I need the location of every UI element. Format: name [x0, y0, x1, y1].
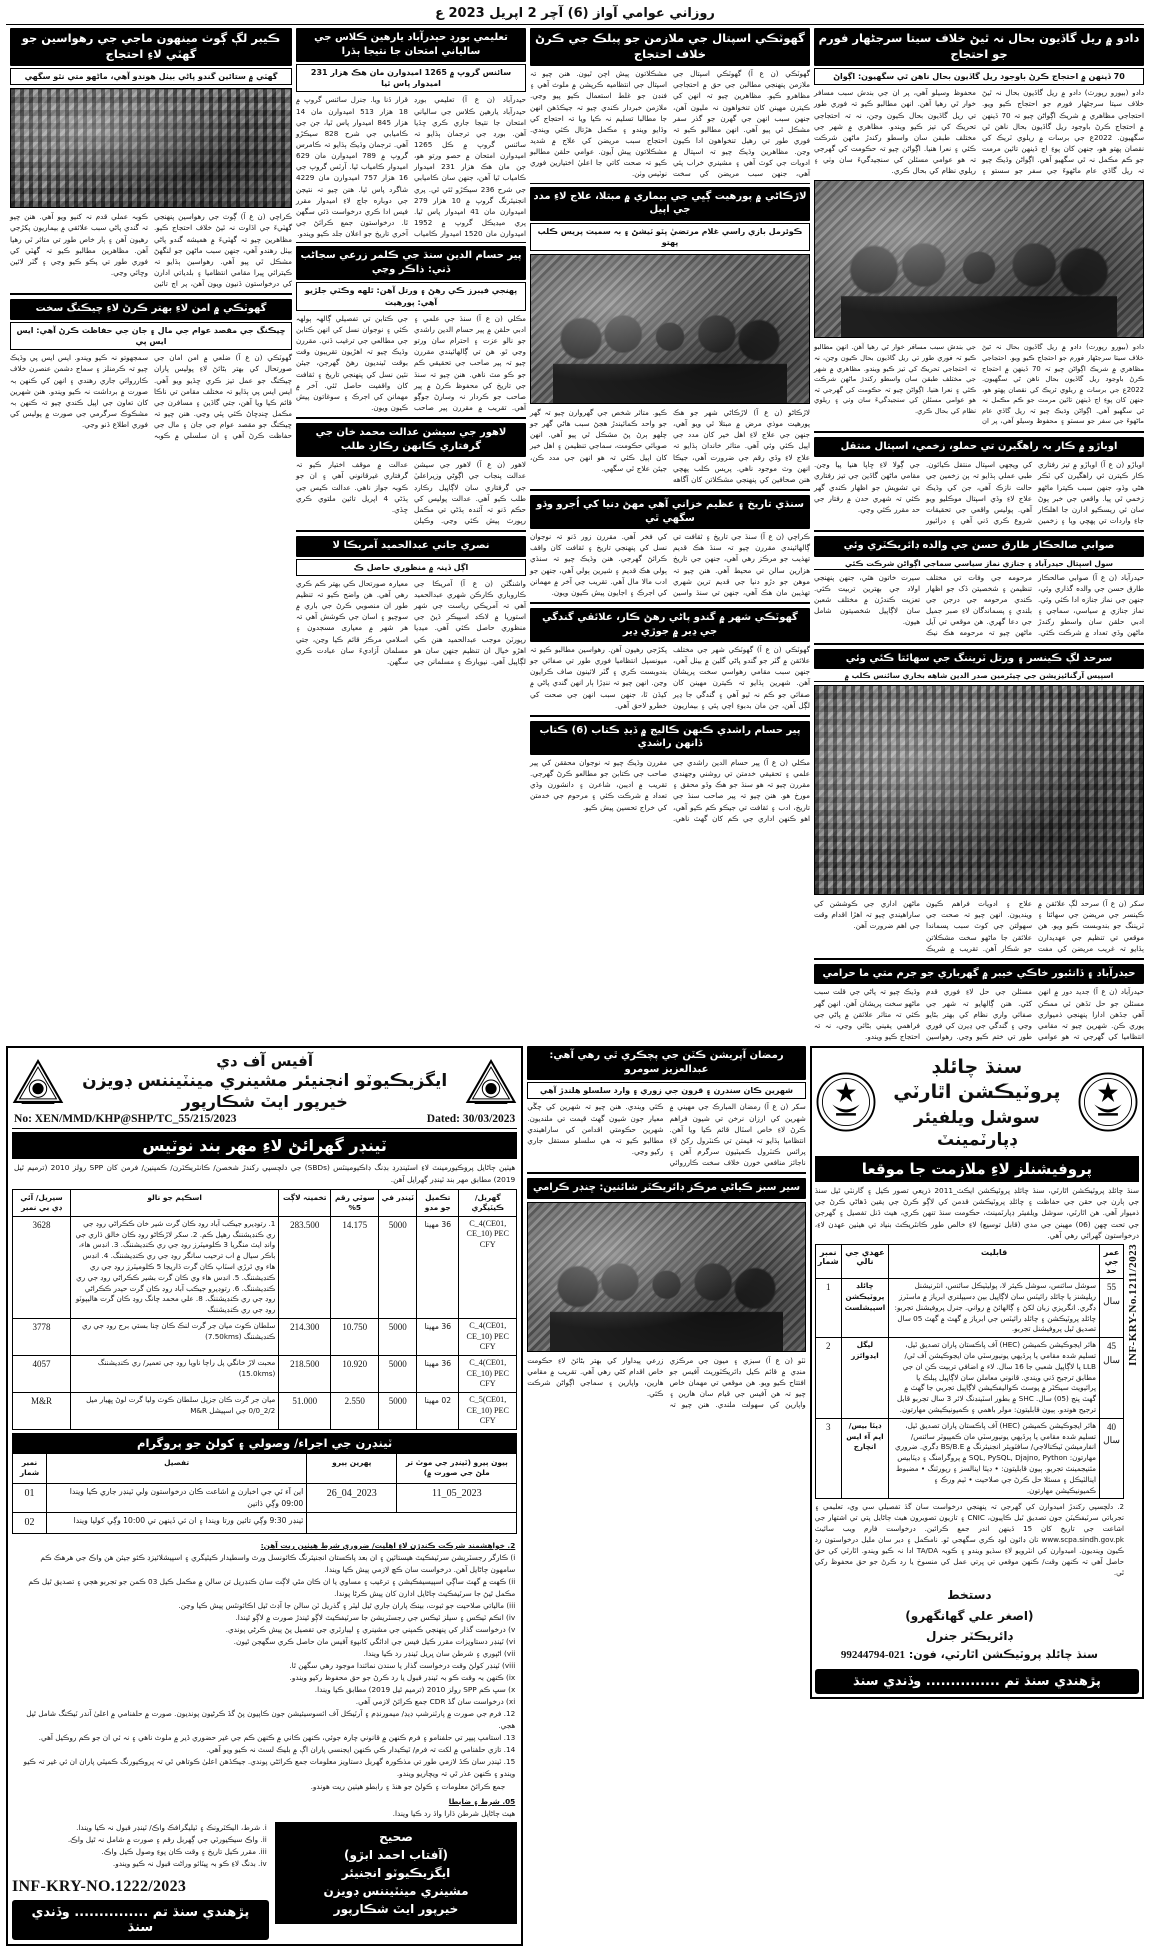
cell-number: 01	[13, 1483, 47, 1512]
cell-dates-empty	[307, 1512, 517, 1533]
cell-category: C_4(CE01, CE_10) PEC CFY	[459, 1216, 517, 1318]
story-body: مڪلي (ن ع آ) سنڌ جي علمي ۽ ادبي حلقن ۾ پير حسام الدين راشدي جو نالو عزت ۽ احترام سان ورتو وڃي ٿو. هن تي ڳالهائيندي مقررن چيو تہ پير صاحب جي تحقيقي ڪم جو ڪو مٽ ناهي. هنن چيو تہ سنڌ جي تاريخ کي محفوظ ڪرڻ ۾ پير صاحب جو ڪردار نہ وسارڻ جوڳو آهي. تقريب ۾ مقررن پير صاحب جي ڪتابن تي تفصيلي ڳالهہ ٻولهہ ڪئي ۽ نوجوان نسل کي انهن ڪتابن جي مطالعي جي ترغيب ڏني. مقررن وڌيڪ چيو تہ اهڙيون تقريبون وقت بوقت ٿينديون رهڻ گهرجن، جيئن نئين نسل کي پنهنجي تاريخ ۽ ثقافت کان واقفيت حاصل ٿئي. آخر ۾ مهمانن کي اجرڪ ۽ سوغاتون پيش ڪيون ويون.	[296, 313, 526, 413]
story-body: لاهور (ن ع آ) لاهور جي سيشن عدالت پنجاب جي اڳوڻي وزيراعليٰ جي گرفتاري سان لاڳاپيل رڪارڊ طلب ڪيو آهي. عدالت پوليس کي حڪم ڏنو تہ آئندہ ٻڌڻي تي مڪمل رپورٽ پيش ڪئي وڃي. وڪيلن عدالت ۾ موقف اختيار ڪيو تہ گرفتاري غيرقانوني آهي ۽ ان جو ڪوبہ جواز ناهي. عدالت ڪيس جي ٻڌڻي 4 اپريل تائين ملتوي ڪري ڇڏي.	[296, 460, 526, 525]
conditions-lead: هيٺ ڄاڻايل شرطن ڌارا واڌ رد ڪيا ويندا.	[392, 1808, 516, 1818]
story-ghotki-sewage	[530, 608, 810, 711]
tender-schedule-table	[12, 1453, 517, 1534]
subheadline: پهنجي فيبرز ڪي رهڻ ۽ ورتل آهن: ٿلهه وڪٽي جلڙيو آهي: پورهيت	[296, 282, 526, 310]
column-middle	[530, 28, 810, 824]
headline: دادو ۾ ريل گاڏيون بحال نہ ٿيڻ خلاف سيتا سرجڻهار فورم جو احتجاج	[814, 28, 1144, 66]
tender-notice-banner: ٽينڊر گهرائڻ لاءِ مهر بند نوٽيس	[12, 1132, 517, 1159]
headline: گهوٽڪي شهر ۾ گندو پاڻي رهڻ ڪار، علائقي گندگي جي ڍير ۾ جوڙي ڍير	[530, 608, 810, 642]
subheadline: سائنس گروپ ۾ 1265 اميدوارن مان هڪ هزار 231 اميدوار پاس ٿيا	[296, 64, 526, 92]
story-sabz-markaz	[527, 1178, 806, 1199]
term-item: iv) انڪم ٽيڪس ۽ سيلز ٽيڪس جي رجسٽريشن جا سرٽيفڪيٽ لاڳو ٿيندڙ صورت ۾ لاڳو ٿيندا.	[235, 1613, 516, 1623]
th-first-date: پهرين ٻيرو	[307, 1453, 397, 1483]
cell-qualification: سوشل سائنس، سوشل ڪيئر لا، پوليٽيڪل سائنس، انٽرنيشنل ريليشنز يا چائلڊ رائيٽس سان لاڳاپيل بين ڊسيپلنري ابرياز ۾ ماسٽرز ڊگري. انگريزي زبان لکڻ ۽ ڳالهائڻ ۾ رواني. جنرل پروفيشنل تجربو: چائلڊ پروٽيڪشن ۽ چائلڊ رائيٽس جي ابرياز ۾ گهٽ ۾ گهٽ 05 سال تصديق ٿيل پروفيشنل تجربو.	[889, 1279, 1100, 1338]
irrigation-department-triangle-icon-2	[12, 1059, 64, 1105]
conditions-heading: 05. شرط ۽ ضابطا	[448, 1796, 516, 1806]
table-header-row	[815, 1245, 1123, 1279]
job-ad-promo-banner: پڙهندي سنڌ تم ............... وڏندي سنڌ	[815, 1669, 1139, 1694]
cell-age: 45 سال	[1100, 1338, 1124, 1419]
cell-detail: اين آء ٽي جي اخبارن ۾ اشاعت ڪان درخواستون ولي ٽينڊر جاري ڪيا ويندا 09:00 وڳي ڌاتين	[47, 1483, 307, 1512]
tender-signature-block	[275, 1822, 518, 1924]
term-item: 13. استامپ پيپر تي حلفنامو ۽ فرم ڪنهن ۾ قانوني چارہ جوئي، ڪنهن ڪاني ۾ ڪنهن ڪم جي غير حضوري ڏير ۾ ملوث ناهي ۽ نہ ئي ان جو ڪم روڪيل آهي.	[38, 1733, 516, 1743]
term-item: 15. ٽينڊر سان ڪڏ لازمي طور تي مذڪورہ گهربل دستاويز معلومات جمع ڪرائڻي پوندي. جيڪڏهن اعلىٰ ڪوتاهي ٿي تہ پروڪيورنگ ڪميٽي پاران ان ئي غير تہ ڪيو ويندو ۽ ڪنهن عذر ٿي تہ ويچاريو ويندو.	[23, 1757, 516, 1779]
term-item: vii) اڻپوري ۽ شرطن سان ڀريل ٽينڊر رد ڪيا ويندا.	[363, 1649, 516, 1659]
table-row	[815, 1418, 1123, 1499]
story-sarhad-cancer	[814, 649, 1144, 683]
condition-item: iii. مقرر ڪيل تاريخ ۽ وقت ڪان پوءِ وصول ڪيل واڪ.	[101, 1846, 267, 1856]
bullet-note: جمع ڪرائڻ معلومات ۽ ڪولڻ جو هنڌ ۽ رابطو هيٺين ريت هوندو.	[310, 1781, 506, 1791]
cell-first-date: 26_04_2023	[307, 1483, 397, 1512]
job-ad-inf-number: INF-KRY-No.1211/2023	[1127, 1244, 1139, 1367]
cell-estimate: 214.300	[279, 1318, 331, 1355]
story-body: لاڙڪاڻو (ن ع آ) لاڙڪاڻي شهر جو هڪ پورهيت موذي مرض ۾ مبتلا ٿي ويو آهي، جنهن جي علاج لاءِ اهل خير کان مدد جي اپيل ڪئي وئي آهي. متاثر خاندان ٻڌايو تہ علاج لاءِ وڏي رقم جي ضرورت آهي، جيڪا انهن وٽ موجود ناهي. پريس ڪلب پهچي هنن صحافين کي پنهنجي مشڪلاتن کان آگاهه ڪيو. متاثر شخص جي گهروارن چيو تہ گهر جو واحد ڪمائيندڙ هجڻ سبب هاڻي گهر جو چلهو ٻرڻ پڻ مشڪل ٿي پيو آهي. انهن صوبائي حڪومت، سماجي تنظيمن ۽ اهل خير کان اپيل ڪئي تہ هو انهن جي مدد ڪن، جيئن علاج ٿي سگهي.	[529, 407, 810, 484]
subheadline: اڳل ڏينہ ۾ منظوري حاصل ڪ	[296, 559, 526, 576]
signature-division: مشينري مينٽيننس ڊويزن	[323, 1883, 469, 1898]
masthead: روزاني عوامي آواز (6) آچر 2 اپريل 2023 ع	[6, 4, 1144, 25]
byline: اسپيس آرگنائيزيشن جي چيئرمين صدر الدين شاهه بخاري سائنس ڪلب ۾	[814, 671, 1144, 682]
story-body: حيدرآباد (ن ع آ) تعليمي بورڊ حيدرآباد يارهين ڪلاس جي سالياني امتحان جا نتيجا جاري ڪري ڇڏيا آهن. بورڊ جي ترجمان ٻڌايو تہ سائنس گروپ ۾ ڪل 1265 اميدوارن امتحان ۾ حصو ورتو هو، جن مان هڪ هزار 231 اميدوار ڪامياب ٿيا آهن، جنهن سان ڪاميابي جي شرح 236 سيڪڙو ٿئي ٿي. پري انجنيئرنگ گروپ ۾ 10 هزار 279 اميدوارن مان 41 اميدوار پاس ٿيا. پري ميڊيڪل گروپ ۾ 1952 اميدوارن مان 1520 اميدوار ڪامياب قرار ڏنا ويا. جنرل سائنس گروپ ۾ 18 هزار 513 اميدوارن مان 14 هزار 845 اميدوار پاس ٿيا، جن جي ڪاميابي جي شرح 828 سيڪڙو آهي. ترجمان وڌيڪ ٻڌايو تہ ڪامرس گروپ ۾ 789 اميدوارن مان 629 اميدوار ڪامياب ٿيا. آرٽس گروپ جي 16 هزار 757 اميدوارن مان 4229 شاگرد پاس ٿيا. هنن چيو تہ نتيجن جي دوباره جاچ لاءِ اميدوار مقرر فيس ادا ڪري درخواست ڏئي سگهن ٿا. درخواستون جمع ڪرائڻ جي آخري تاريخ جو اعلان جلد ڪيو ويندو.	[296, 95, 527, 239]
headline: تعليمي بورڊ حيدرآباد يارهين ڪلاس جي سالياني امتحان جا نتيجا ٻڌرا	[296, 28, 526, 62]
job-advertisement	[810, 1046, 1144, 1699]
signature-name: (اصغر علي گهانگهرو)	[905, 1608, 1034, 1623]
term-item: ix) ڪنهن بہ وقت ڪو بہ ٽينڊر قبول يا رد ڪرڻ جو حق محفوظ رکيو ويندو.	[289, 1673, 516, 1683]
subheadline: 70 ڏينهن ۾ احتجاج ڪرڻ باوجود ريل گاڏيون بحال ناهن ٿي سگهيون: اڳواڻ	[814, 68, 1144, 85]
top-zone	[6, 28, 1144, 1042]
goth-protest-photo	[10, 88, 292, 208]
headline: پير حسام الدين سنڌ جي ڪلمر زرعي سجاڻب ڏني: ذاڪر وڃي	[296, 246, 526, 280]
tender-ad-header	[12, 1052, 517, 1112]
th-duration: تڪميل جو مدو	[417, 1189, 459, 1216]
th-security: سوٽي رقم 5%	[331, 1189, 379, 1216]
table-row	[13, 1512, 517, 1533]
lower-zone	[6, 1046, 1144, 1946]
story-body: گهوٽڪي (ن ع آ) گهوٽڪي اسپتال جي ملازمن پنهنجي مطالبن جي حق ۾ احتجاجي مظاهرو ڪيو. مظاهرين چيو تہ انهن کي ڪيترن مهينن کان تنخواهون نہ مليون آهن، جنهن سبب انهن جي گهرن جو گذر سفر مشڪل ٿي پيو آهي. انهن مطالبو ڪيو تہ فوري طور تي رهيل تنخواهون ادا ڪيون وڃن. مظاهرين وڌيڪ چيو تہ اسپتال ۾ ادويات جي کوٽ آهي ۽ مشينري خراب پئي آهي، جنهن سبب مريضن کي سخت مشڪلاتون پيش اچن ٿيون. هنن چيو تہ اسپتال جي انتظاميه ڪرپشن ۾ ملوث آهي ۽ فنڊن جو غلط استعمال ڪيو پيو وڃي. ملازمن خبردار ڪندي چيو تہ جيڪڏهن انهن جا مطالبا تسليم نہ ڪيا ويا تہ احتجاج کي وڌايو ويندو ۽ مڪمل هڙتال ڪئي ويندي. احتجاج سبب مريضن کي علاج ۾ شديد مشڪلاتون پيش آيون. عوامي حلقن مطالبو ڪيو تہ صحت کاتي جا اعليٰ اختيارين فوري نوٽيس وٺن.	[530, 69, 810, 179]
tender-ad-title	[70, 1052, 459, 1112]
subheadline: ڪوئرمل بازي راسي غلام مرتضيٰ پٽو ٽيشڻ ۽ بہ سميت پريس ڪلب پهتو	[530, 223, 810, 251]
cell-security: 10.920	[331, 1355, 379, 1392]
story-kabir-goth	[10, 28, 292, 85]
th-fee: ٽينڊر في	[379, 1189, 417, 1216]
story-body: واشنگٽن (ن ع آ) آمريڪا جي ڪاروباري ڪارڪن شهري عبدالحميد آهي تہ آمريڪي رياست جي شهر استوريا ۾ لاڪڊ اسپيڪر ڏيڻ جي منظوري حاصل ڪئي آهي. ميڊيا رپورٽن موجب عبدالحميد هنن ڪي اهڙو خيال ان تنظيم جنهن سان هو لڳاپيل آهي. نيويارڪ ۽ مسلمانن جي معيارہ صورتحال ڪي بهتر ڪم ڪري رهي آهي. هن واضح ڪيو تہ تنظيم طور ان منصوبي ڪرڻ جي باري ۾ سوچيو ۽ اسان جي ڪوشش آهي تہ هر شهر ۾ معيارى مسجدون ۽ اسلامي مرڪز قائم ڪيا وڃن، جتي مسلمان آزاديءَ سان عبادت ڪري سگهن.	[296, 578, 526, 666]
terms-heading: 2. خواهشمند شرڪت ڪندڙن لاءِ اهليت/ ضروري شرط هيٺين ريت آهن:	[260, 1540, 516, 1550]
cell-scheme: ميان جر گرت ڪان جزيل سلطان ڪوٽ وليا گرت لوڻ ڀهيار ميل 2/2_0/0 جي اسپيشل M&R	[71, 1392, 279, 1429]
job-ad-title-line1: سنڌ چائلڊ پروٽيڪشن اٿارٽي	[893, 1056, 1061, 1103]
story-body: سکر (ن ع آ) رمضان المبارڪ جي مهيني ۾ شهرين کي ارزان نرخن تي شيون فراهم ڪرڻ لاءِ خاص اسٽال قائم ڪيا ويا آهن. انتظاميا ٻڌايو تہ قيمتن تي ڪنٽرول رکڻ لاءِ پرائس ڪنٽرول ڪميٽيون سرگرم آهن ۽ ناجائز منافعي خورن خلاف سخت ڪارروائي ڪئي ويندي. هنن چيو تہ شهرين کي چڱي معيار جون شيون گهٽ قيمت تي ملنديون. شهرين حڪومتي اقدامن کي ساراهيندي مطالبو ڪيو تہ هي سلسلو مستقل جاري رکيو وڃي.	[527, 1102, 806, 1168]
tender-note: هيٺين ڄاڻايل پروڪيورمينٽ لاءِ اسٽينڊرڊ بڊنگ ڊاڪيومينٽس (SBDs) جي دلچسپي رکندڙ شخصن/ ڪانٽريڪٽرن/ ڪمپنين/ فرمن کان SPP رولز 2010 (ترميم ٿيل 2019) مطابق مهر بند ٽينڊر گهرايل آهن.	[14, 1163, 516, 1184]
cell-security: 14.175	[331, 1216, 379, 1318]
term-item: viii) ٽينڊر کولڻ وقت درخواست گذار يا سندن نمائندا موجود رهي سگهن ٿا.	[289, 1661, 516, 1671]
condition-item: ii. واڪ سيڪيورٽي جي ڳهربل رقم ۽ صورت ۾ شامل نہ ٿيل واڪ.	[67, 1834, 267, 1844]
term-item: ii) ڪهت ۾ گهٽ ساڳي اسپيسيفڪيشن ۽ ترغيب ۽ مساوي يا ان ڪان مٿي لاڳت سان ڪنڊريل تن سالن ۾ مڪمل ڪيل 03 ڪمن جو تجربو هجي ۽ تصديق ٿيل ڪم مڪمل ٿيڻ جا سرٽيفڪيٽ ڄاڻايل ادارن کان پيش ڪرڻا پوندا.	[28, 1576, 516, 1599]
tender-title-line3: خيرپور ايٽ شڪارپور	[181, 1092, 348, 1112]
cell-security: 10.750	[331, 1318, 379, 1355]
column-right-news	[296, 28, 526, 667]
cell-serial: 2	[815, 1338, 841, 1419]
story-body: ڪراچي (ن ع آ) سنڌ جي تاريخ ۽ ثقافت تي ڳالهائيندي مقررن چيو تہ سنڌ هڪ قديم تهذيب جو مرڪز رهي آهي، جنهن جي تاريخ هزارين سالن تي محيط آهي. هنن چيو تہ موهن جو دڙو دنيا جي قديم ترين شهري تهذيبن مان هڪ آهي، جنهن تي سنڌ واسين کي فخر آهي. مقررن زور ڏنو تہ نوجوان نسل کي پنهنجي تاريخ ۽ ثقافت کان واقف ڪرائڻ گهرجي. هنن وڌيڪ چيو تہ سنڌي ٻولي هڪ قديم ۽ شيرين ٻولي آهي، جنهن جو ادب مالا مال آهي. تقريب جي آخر ۾ مهمانن کي اجرڪ ۽ اجايون پيش ڪيون ويون.	[530, 532, 810, 597]
cell-post: چائلڊ پروٽيڪشن اسپيشلسٽ	[841, 1279, 889, 1338]
cell-estimate: 218.500	[279, 1355, 331, 1392]
term-item: x) سڀ ڪم SPP رولز 2010 (ترميم ٿيل 2019) مطابق ڪيا ويندا.	[314, 1685, 516, 1695]
cell-fee: 5000	[379, 1392, 417, 1429]
story-abdulhameed-usa	[296, 536, 526, 667]
cell-fee: 5000	[379, 1318, 417, 1355]
job-ad-intro: سنڌ چائلڊ پروٽيڪشن اٿارٽي، سنڌ چائلڊ پروٽيڪشن ايڪٽ_2011 ذريعي تصور ڪيل ۽ گارنٽي ٿيل سنڌ جي ٻارن جي حقن جي حفاظت ۽ چائلڊ پروٽيڪشن قدمن کي لاڳو ڪرڻ جي يقين ڏهاڻي ڪرڻ جي ذميوار آهي. هن اٿارٽي، سوشل ويلفيئر ڊپارٽمينٽ، حڪومت سنڌ تنهن ڪري، هيٺ ڏنل تفصيل ۽ گهرجن جي تحت ڇهن (06) مهينن جي مدي (قابل توسيع) لاءِ خالص طور ڪانٽريڪٽ بنياد تي هيٺين عهدن لاءِ، درخواستون گهرائي رهي آهي.	[814, 1185, 1140, 1240]
signature-name: (آفتاب احمد ابڙو)	[343, 1847, 449, 1862]
cell-id: 3778	[13, 1318, 71, 1355]
column-middle-lower	[527, 1046, 806, 1410]
th-serial: نمبر شمار	[815, 1245, 841, 1279]
story-pir-hisam-college	[530, 721, 810, 824]
column-left	[814, 28, 1144, 1042]
job-ad-subtitle: پروفيشنلز لاءِ ملازمت جا موقعا	[815, 1156, 1139, 1182]
tender-title-line1: آفيس آف دي	[216, 1052, 314, 1071]
story-lahore-court	[296, 423, 526, 526]
cell-scheme: 1. رتوڊيرو جيڪب آباد روڊ ڪان گرت شير خان ڪڪراڻي روڊ جي ري ڪنڊيشننگ رهيل ڪم. 2. سکر لاڙڪاڻو روڊ ڪان خالق ڌاري جي وانڊ ايٽ منگريا 3 ڪلوميٽرز روڊ جي ري ڪنڊيشننگ. 3. انڊس هاء، باڪر سيال ۾ اب ترحيب سانگر روڊ جي ري ڪنڊيشننگ. 4. انڊس هاء وي ٿرڙي اسٽاپ ڪان گرت ڏاريجا 5 ڪلوميٽرز روڊ جي ري ڪنڊيشننگ. 5. انڊس هاء وي ڪان گرت بشير ڪڪراڻي روڊ جي ري ڪنڊيشننگ. 6. رتوڊيرو جيڪب آباد روڊ ڪان گرت حيدر ڪڪراڻي روڊ جي ري ڪنڊيشننگ. 8. علي محمد چانگ روڊ ڪان گرت هاليپوٽو روڊ جي ري ڪنڊيشننگ	[71, 1216, 279, 1318]
table-header-row	[13, 1189, 517, 1216]
signature-phone: 021-99244794	[840, 1649, 906, 1662]
th-qualification: قابليت	[889, 1245, 1100, 1279]
story-body: ٺٽو (ن ع آ) سبزي ۽ ميون جي مرڪزي منڊي ۾ قائم ڪيل ڊائريڪٽوريٽ آفيس جو افتتاح ڪيو ويو. هن موقعي تي مهمان خاص چيو تہ هن آفيس جي قيام سان هارين ۽ واپارين کي سهولت ملندي. هنن چيو تہ زرعي پيداوار کي بهتر بڻائڻ لاءِ حڪومت خاص اقدام کڻي رهي آهي. تقريب ۾ مقامي هارين، واپارين ۽ سماجي اڳواڻن شرڪت ڪئي.	[527, 1355, 806, 1410]
cell-serial: 1	[815, 1279, 841, 1338]
subheadline: گهٽي ۾ ستائين گندو پاڻي بيٺل هوندو آهي، ماڻهو متي نٿو سگهي	[10, 68, 292, 85]
headline: حيدرآباد ۽ ڏانئبور خاڪي خيبر ۾ گهرباري جو جرم متي ما حرامي	[814, 964, 1144, 985]
cell-fee: 5000	[379, 1216, 417, 1318]
term-item: iii) مالياتي صلاحيت جو ثبوت، بينڪ پاران جاري ٿيل ليٽر ۽ گذريل ٽن سالن جا آڊٽ ٿيل اڪائونٽس پيش ڪيا وڃن.	[178, 1601, 516, 1611]
cell-number: 02	[13, 1512, 47, 1533]
signature-label: دستخط	[947, 1588, 992, 1603]
story-sindhi-history	[530, 495, 810, 598]
tender-ref-no: No: XEN/MMD/KHP@SHP/TC_55/215/2023	[14, 1113, 237, 1126]
th-detail: تفصيل	[47, 1453, 307, 1483]
signature-designation: ڊائريڪٽر جنرل	[926, 1629, 1013, 1644]
subheadline: شهرين ڪان سندرن ۽ قرون جي زوري ۽ وارد سلسلو هلندڙ آهي	[527, 1082, 806, 1099]
tender-reference-line	[12, 1112, 517, 1129]
tender-advertisement	[6, 1046, 523, 1946]
job-ad-footer-notes: 2. دلچسپي رکندڙ اميدوارن کي گهرجي تہ پنهنجي درخواست سان گڏ تفصيلي سي وي، تعليمي ۽ تجرباتي سرٽيفڪيٽن جون تصديق ٿيل ڪاپيون، CNIC ۽ تازيون تصويرون هيٺ ڄاڻايل پتي تي اشتهار جي اشاعت جي تاريخ کان 15 ڏينهن اندر جمع ڪرائين. درخواست فارم ويب سائيٽ www.scpa.sindh.gov.pk تان ڊائون لوڊ ڪري سگهجي ٿو. نامڪمل ۽ دير سان مليل درخواستون رد ڪيون وينديون. اميدوارن کي انٽرويو لاءِ سڏيو ويندو ۽ ڪوبہ TA/DA ادا نہ ڪيو ويندو. اٿارٽي کي حق حاصل آهي تہ ڪنهن وقت/ ڪنهن موقعي تي ڀرتي عمل کي منسوخ يا رد ڪرڻ جو حق محفوظ رکي ٿي.	[814, 1502, 1124, 1578]
cell-duration: 36 مهينا	[417, 1318, 459, 1355]
condition-item: i. شرط، اليڪٽرونڪ ۽ ٽيليگرافڪ واڪ/ ٽينڊر قبول نہ ڪيا ويندا.	[76, 1822, 267, 1832]
award-ceremony-photo	[527, 1202, 806, 1352]
cell-id: M&R	[13, 1392, 71, 1429]
term-item: 12. فرم جي صورت ۾ پارٽنرشپ ڊيڊ/ ميمورنڊم ۽ آرٽيڪل آف ائسوسيئيشن جون ڪاپيون پڻ گڏ ڪرڻيون پونديون. صورت ۾ حلفنامي ۾ اعلىٰ آندر ٽيڪنگ شامل ٿيل هجي.	[26, 1709, 516, 1731]
cell-qualification: هائر ايجوڪيشن ڪميشن (HEC) آف پاڪستان پاران تصديق ٿيل، تسليم شدہ مقامي يا پرڏيهي يونيورسٽي مان ڪمپيوٽر سائنس/ انفارميشن ٽيڪنالاجي/ سافٽويئر انجنيئرنگ ۾ BS/B.E ڊگري. ضروري مهارتون: SQL, PySQL, Djajno, Python ۾ پروگرامنگ ۽ ڊيٽابيس مئنيجمينٽ تجربو. ٻيون قابليتون: • ڊيٽا اينالسز ۽ رپورٽنگ • مضبوط اينالٽيڪل ۽ مسئلا حل ڪرڻ جي صلاحيت • ٽيم ورڪ ۽ ڪميونيڪيشن مهارتون.	[889, 1418, 1100, 1499]
story-larkana-patient	[530, 187, 810, 251]
cell-post: ڊيٽا بيس/ ايم آء ايس انچارج	[841, 1418, 889, 1499]
headline: اوباڙو ۾ ڪار بہ راهگيرن تي حملو، زخمي، اسپتال منتقل	[814, 437, 1144, 458]
story-body: سکر (ن ع آ) سرحد لڳ علائقن ۾ ڪينسر جي مريضن جي سهائتا ۽ ٽريننگ جو بندوبست ڪيو ويو. هن موقعي تي تنظيم جي عهديدارن ٻڌايو تہ غريب مريضن کي مفت علاج ۽ ادويات فراهم ڪيون وينديون. انهن چيو تہ صحت جي سهولتن جي کوٽ سبب پسماندا علائقن جا ماڻهو سخت مشڪلاتن جو شڪار آهن. تقريب ۾ شريڪ ماڻهن اداري جي ڪوششن کي ساراهيندي چيو تہ اهڙا اقدام وقت جي اهم ضرورت آهن.	[814, 899, 1144, 953]
cell-estimate: 51.000	[279, 1392, 331, 1429]
tender-schedule-banner: ٽينڊرن جي اجراء/ وصولي ۽ کولڻ جو پروگرام	[12, 1433, 517, 1453]
table-header-row	[13, 1453, 517, 1483]
tender-inf-number: INF-KRY-NO.1222/2023	[12, 1877, 187, 1895]
term-item: i) ڪارگر رجسٽريشن سرٽيفڪيٽ هيستائين ۽ ان بعد پاڪستان انجنيئرنگ ڪائونسل ورٿ واسطيدار ڪيٽيگري ۽ اسپيشلائيزڊ ڪئو جيئن هن واڪ جي هرهڪ ڪم سامهون ڄاڻايل آهن. درخواست سان ڪڇ لازمي پيش ڪيا ويندا.	[40, 1552, 516, 1574]
story-body: مڪلي (ن ع آ) پير حسام الدين راشدي جي علمي ۽ تحقيقي خدمتن تي روشني وجهندي مقررن چيو تہ هو سنڌ جو هڪ وڏو محقق ۽ مورخ هو. هنن چيو تہ پير صاحب سنڌ جي تاريخ، ادب ۽ ثقافت تي جيڪو ڪم ڪيو آهي، اهو ڪنهن اداري جي ڪم کان گهٽ ناهي. مقررن وڌيڪ چيو تہ نوجوان محققن کي پير صاحب جي ڪتابن جو مطالعو ڪرڻ گهرجي. تقريب ۾ اديبن، شاعرن ۽ دانشورن وڏي تعداد ۾ شرڪت ڪئي ۽ مرحوم جي خدمتن کي خراج تحسين پيش ڪيو.	[530, 757, 810, 823]
job-positions-table	[815, 1244, 1124, 1499]
table-row	[815, 1279, 1123, 1338]
story-obaro-accident	[814, 437, 1144, 526]
cell-id: 4057	[13, 1355, 71, 1392]
story-sawabi	[814, 536, 1144, 638]
sindh-govt-emblem-icon	[1077, 1071, 1139, 1133]
headline: لاهور جي سيشن عدالت محمد خان جي گرفتاري ڪانهن رڪارڊ طلب	[296, 423, 526, 457]
job-ad-title-line2: سوشل ويلفيئر ڊپارٽمينٽ	[914, 1107, 1040, 1150]
table-row	[13, 1216, 517, 1318]
story-ramzan-operation	[527, 1046, 806, 1168]
cell-category: C_4(CE01, CE_10) PEC CFY	[459, 1318, 517, 1355]
tender-ref-date: Dated: 30/03/2023	[426, 1113, 516, 1126]
headline: نصري جاني عبدالحميد آمريڪا لا	[296, 536, 526, 557]
story-body: دادو (بيورو رپورٽ) دادو ۾ ريل گاڏيون بحال نہ ٿيڻ خلاف سيتا سرجڻهار فورم جو احتجاج ڪيو ويو. احتجاجي مظاهري ۾ شريڪ اڳواڻن چيو تہ 70 ڏينهن ۾ احتجاج ڪرڻ باوجود ريل گاڏيون بحال ناهن ٿي سگهيون. 2022ع جي برسات ۾ ريلوي ٽريڪ کي نقصان پهتو هو، جنهن کان پوءِ اڄ ڏينهن تائين مرمت جو ڪم مڪمل نہ ٿي سگهيو آهي. اڳواڻن وڌيڪ چيو تہ ريل گاڏي عام ماڻهوءَ جي سفر جو سستو ۽ محفوظ وسيلو آهي، پر ان جي بندش سبب مسافر خوار ٿي رهيا آهن. انهن مطالبو ڪيو تہ فوري طور تي ريل گاڏيون بحال ڪيون وڃن، نہ تہ احتجاجي تحريڪ کي تيز ڪيو ويندو. مظاهري ۾ شهر جي مختلف طبقن سان واسطو رکندڙ ماڻهن شرڪت ڪئي ۽ نعرا هنيا. اڳواڻن چيو تہ حڪومت کي گهرجي تہ هو عوامي مسئلن کي سنجيدگيءَ سان وٺي ۽ ريلوي نظام کي بحال ڪري.	[814, 88, 1144, 176]
th-post: عهدي جي نالي	[841, 1245, 889, 1279]
photo-caption-body: دادو (بيورو رپورٽ) دادو ۾ ريل گاڏيون بحال نہ ٿيڻ خلاف سيتا سرجڻهار فورم جو احتجاج ڪيو ويو. احتجاجي مظاهري ۾ شريڪ اڳواڻن چيو تہ 70 ڏينهن ۾ احتجاج ڪرڻ باوجود ريل گاڏيون بحال ناهن ٿي سگهيون. 2022ع جي برسات ۾ ريلوي ٽريڪ کي نقصان پهتو هو، جنهن کان پوءِ اڄ ڏينهن تائين مرمت جو ڪم مڪمل نہ ٿي سگهيو آهي. اڳواڻن وڌيڪ چيو تہ ريل گاڏي عام ماڻهوءَ جي سفر جو سستو ۽ محفوظ وسيلو آهي، پر ان جي بندش سبب مسافر خوار ٿي رهيا آهن. انهن مطالبو ڪيو تہ فوري طور تي ريل گاڏيون بحال ڪيون وڃن، نہ تہ احتجاجي تحريڪ کي تيز ڪيو ويندو. مظاهري ۾ شهر جي مختلف طبقن سان واسطو رکندڙ ماڻهن شرڪت ڪئي ۽ نعرا هنيا. اڳواڻن چيو تہ حڪومت کي گهرجي تہ هو عوامي مسئلن کي سنجيدگيءَ سان وٺي ۽ ريلوي نظام کي بحال ڪري.	[814, 343, 1144, 426]
headline: سير سبز ڪياڻي مرڪز ڊائريڪٽر شائنين: ڇنڊر ڪرامي	[527, 1178, 806, 1199]
story-ghotki-checking	[10, 299, 292, 441]
cell-second-date: 11_05_2023	[397, 1483, 517, 1512]
subheadline: ڇيڪنگ جي مقصد عوام جي مال ۽ جان جي حفاظت ڪرڻ آهي: ايس ايس پي	[10, 322, 292, 350]
cell-age: 40 سال	[1100, 1418, 1124, 1499]
headline: پير حسام راشدي ڪنهن ڪاليج ۾ ڏيڍ ڪتاب (6) ڪتاب ڏانهن راشدي	[530, 721, 810, 755]
cell-post: ليگل ايڊوائزر	[841, 1338, 889, 1419]
table-row	[815, 1338, 1123, 1419]
cell-duration: 36 مهينا	[417, 1355, 459, 1392]
story-pir-hisam-sindh	[296, 246, 526, 413]
cell-scheme: سلطان ڪوٽ ميان جر گرت لنڪ ڪان چنا بستي برج روڊ جي ري ڪنڊيشننگ (7.50kms)	[71, 1318, 279, 1355]
cell-fee: 5000	[379, 1355, 417, 1392]
cell-security: 2.550	[331, 1392, 379, 1429]
th-category: گهربل/ ڪيٽيگري	[459, 1189, 517, 1216]
tender-promo-banner: پڙهندي سنڌ تم ............... وڏندي سنڌ	[12, 1900, 269, 1940]
term-item: xi) درخواست سان گڏ CDR جمع ڪرائڻ لازمي آهي.	[355, 1697, 516, 1707]
family-photo	[530, 254, 810, 404]
story-body: اوباڙو (ن ع آ) اوباڙو ۾ تيز رفتاري ڪار ڪيترن ئي راهگيرن کي ٽڪر هڻي وڌو، جنهن سبب ڪيترا ماڻهو زخمي ٿي پيا. واقعي جي خبر پوڻ سان ئي ريسڪيو ادارن جا اهلڪار جاءِ واردات تي پهچي ويا ۽ زخمين کي ويجهي اسپتال منتقل ڪيائون. طبي عملي ٻڌايو تہ ٻن زخمين جي حالت نازڪ آهي، جن کي وڌيڪ علاج لاءِ وڏي اسپتال موڪليو ويو آهي. پوليس واقعي جي تحقيقات شروع ڪري ڏني آهي ۽ ڊرائيور جي ڳولا لاءِ ڇاپا هنيا پيا وڃن. مقامي ماڻهن گاڏين جي تيز رفتاري تي تشويش جو اظهار ڪندي گهر ڪئي تہ شهري حدن ۾ رفتار جي حد مقرر ڪئي وڃي.	[814, 460, 1144, 525]
sindh-govt-emblem-icon-2	[815, 1071, 877, 1133]
headline: ڪيبر لڳ ڳوٺ مينهون ماجي جي رهواسين جو گهٽي لاءِ احتجاج	[10, 28, 292, 66]
cell-serial: 3	[815, 1418, 841, 1499]
cell-age: 55 سال	[1100, 1279, 1124, 1338]
headline: گهوٽڪي ۾ امن لاءِ بهتر ڪرڻ لاءِ چيڪنگ سخت	[10, 299, 292, 320]
story-body: گهوٽڪي (ن ع آ) گهوٽڪي شهر جي مختلف علائقن ۾ گٽر جو گندو پاڻي گلين ۾ بيٺل آهي، جنهن سبب مقامي رهواسي سخت پريشان آهن. شهرين ٻڌايو تہ ڪيترن مهينن کان صفائي جو ڪم نہ ٿيو آهي ۽ گندگي جا ڍير لڳل آهن، جن مان بدبوءِ اچي پئي ۽ بيماريون پکڙجي رهيون آهن. رهواسين مطالبو ڪيو تہ ميونسپل انتظاميا فوري طور تي صفائي جو بندوبست ڪري ۽ گٽر لائينون صاف ڪرايون وڃن. انهن چيو تہ ننڍڙا ٻار انهن گندي پاڻي ۾ کيڏن ٿا، جنهن سبب انهن جي صحت کي خطرو لاحق آهي.	[530, 645, 810, 710]
cell-category: C_4(CE01, CE_10) PEC CFY	[459, 1355, 517, 1392]
story-ghotki-hospital	[530, 28, 810, 180]
condition-item: iv. بدنگ لاءِ ڪو بہ ڀيٽائو وراڻت قبول نہ ڪيو ويندو.	[112, 1858, 267, 1868]
tender-title-line2: ايگزيڪيوٽو انجنيئر مشينري مينٽيننس ڊويزن	[82, 1070, 448, 1091]
th-estimate: تخمينہ لاڳت	[279, 1189, 331, 1216]
cell-scheme: محبت لاڙ خانگي پل راڄا ناويا روڊ جي تعمير/ ري ڪنڊيشننگ (15.0kms)	[71, 1355, 279, 1392]
cell-id: 3628	[13, 1216, 71, 1318]
table-row	[13, 1392, 517, 1429]
term-item: 14. تازي حلفنامي ۾ لکت تہ فرم/ ٽيڪيدار ڪي ڪنهن ايجنسي پاران اڳ ۾ بليڪ لسٽ نہ ڪيو ويو آهي.	[206, 1745, 516, 1755]
protest-photo	[814, 180, 1144, 338]
story-body: ڪراچي (ن ع آ) ڳوٺ جي رهواسين پنهنجي گهٽيءَ جي اڏاوت نہ ٿيڻ خلاف احتجاج ڪيو. مظاهرين چيو تہ گهٽيءَ ۾ هميشه گندو پاڻي بيٺل رهندو آهي، جنهن سبب ماڻهن جو لنگهڻ مشڪل ٿي پيو آهي. رهواسين ٻڌايو تہ ڪيترائي ڀيرا مقامي انتظاميا ۽ بلدياتي ادارن کي درخواستون ڏنيون ويون آهن، پر اڄ تائين ڪوبہ عملي قدم نہ کنيو ويو آهي. هنن چيو تہ گندي پاڻي سبب علائقي ۾ بيماريون پکڙجي رهيون آهن ۽ ٻار خاص طور تي متاثر ٿي رهيا آهن. مظاهرين مطالبو ڪيو تہ گهٽي کي فوري طور تي پڪو ڪيو وڃي ۽ گٽر لائين وڇائي وڃي.	[10, 212, 292, 289]
byline: سول اسپتال حيدرآباد ۽ جنازي نماز سياسي سماجي اڳواڻن شرڪت ڪئي	[814, 559, 1144, 570]
irrigation-department-triangle-icon	[465, 1059, 517, 1105]
story-body: گهوٽڪي (ن ع آ) ضلعي ۾ امن امان جي صورتحال کي بهتر بڻائڻ لاءِ پوليس پاران چيڪنگ جو عمل تيز ڪري ڇڏيو ويو آهي. ايس ايس پي ٻڌايو تہ مختلف مقامن تي ناڪا قائم ڪيا ويا آهن، جتي گاڏين ۽ مسافرن جي مڪمل ڇنڊڇاڻ ڪئي پئي وڃي. هنن چيو تہ ڇيڪنگ جو مقصد عوام جي جان ۽ مال جي حفاظت ڪرڻ آهي ۽ ان سلسلي ۾ ڪوبہ سمجهوتو نہ ڪيو ويندو. ايس ايس پي وڌيڪ چيو تہ ڪرمنلز ۽ سماج دشمن عنصرن خلاف ڪارروائي جاري رهندي ۽ انهن کي ڪنهن بہ صورت ۾ برداشت نہ ڪيو ويندو. هنن شهرين کان تعاون جي اپيل ڪندي چيو تہ ڪنهن بہ مشڪوڪ سرگرمي جي صورت ۾ پوليس کي فوري اطلاع ڏنو وڃي.	[10, 353, 292, 441]
story-body: حيدرآباد (ن ع آ) صوابي صالحڪار طارق حسن جي والده گذاري وئي، جنهن جي نماز جنازه ادا ڪئي وئي. نماز جنازي ۾ سياسي، سماجي ۽ ادبي حلقن سان واسطو رکندڙ ماڻهن وڏي تعداد ۾ شرڪت ڪئي. مرحومه جي وفات تي مختلف تنظيمن ۽ شخصيتن ڏک جو اظهار ڪندي مرحومه جي درجن جي بلندي ۽ پسماندگان لاءِ صبر جميل جي دعا گهري. هن موقعي تي آيل ماڻهن چيو تہ مرحومه هڪ نيڪ سيرت خاتون هئي، جنهن پنهنجي اولاد جي بهترين تربيت ڪئي. تعزيت ڪندڙن ۾ مختلف شعبن سان لاڳاپيل شخصيتون شامل هيون.	[814, 572, 1144, 638]
th-second-date: ٻيون ٻيرو (ٽينڊر جي موٽ تر ملڻ جي صورت ۾)	[397, 1453, 517, 1483]
signature-location: خيرپور ايٽ شڪارپور	[333, 1901, 459, 1916]
cell-duration: 36 مهينا	[417, 1216, 459, 1318]
signature-correct-label: صحيح	[379, 1829, 413, 1844]
term-item: v) درخواست گذار کي پنهنجي ڪمپني جي مشينري ۽ ليبارٽري جي تفصيل پڻ پيش ڪرڻي پوندي.	[225, 1625, 516, 1635]
cell-estimate: 283.500	[279, 1216, 331, 1318]
tender-terms	[12, 1534, 517, 1820]
tender-schemes-table	[12, 1189, 517, 1430]
table-row	[13, 1483, 517, 1512]
signature-org: سنڌ چائلڊ پروٽيڪشن اٿارٽي، فون:	[908, 1648, 1098, 1662]
cell-qualification: هائر ايجوڪيشن ڪميشن (HEC) آف پاڪستان پاران تصديق ٿيل، تسليم شدہ مقامي يا پرڏيهي يونيورسٽي مان ايجوڪيشن آف ٿي/ LLB يا لاڳاپيل شعبي جا 16 سال. لاء ۾ اضافي تربيت ڪن ان جي مطابق ترجيح ڏني ويندي. قانوني معاملن سان لاڳاپيل پبلڪ يا پرائيويٽ سيڪٽر ۾ پوسٽ ڪواليفڪيشن لاڳاپيل تجربي جا گهٽ ۾ گهٽ پنج (05) سال. SHC ۾ بطور اسٽينڊنگ لائر 3 سال تجربو قابل ترجيح هوندو. ٻيون قابليتون: مولر باهمي ۽ ڪميونيڪيشن مهارتون.	[889, 1338, 1100, 1419]
story-rail-dadu	[814, 28, 1144, 176]
th-serial-id: سيريل/ آئي ڊي بي نمبر	[13, 1189, 71, 1216]
cell-category: C_5(CE01, CE_10) PEC CFY	[459, 1392, 517, 1429]
hall-photo	[814, 685, 1144, 895]
headline: سنڌي تاريخ ۽ عظيم خزاني آهي مهڻ دنيا کي اُجرو وڌو سگهي ٿي	[530, 495, 810, 529]
headline: لاڙڪاڻي ۾ پورهيت ڳڀي جي بيماري ۾ مبتلا، علاج لاءِ مدد جي اپيل	[530, 187, 810, 221]
cell-duration: 02 مهينا	[417, 1392, 459, 1429]
th-age: عمر جي حد	[1100, 1245, 1124, 1279]
cell-detail: ٽينڊر 9:30 وڳي تائين ورتا ويندا ۽ ان ئي ڏينهن تي 10:00 وڳي کوليا ويندا	[47, 1512, 307, 1533]
story-board-results	[296, 28, 526, 239]
story-body: حيدرآباد (ن ع آ) جديد دور ۾ انهن مسئلن جو حل تڏهن ئي ممڪن آهي جڏهن ادارا پنهنجي ذميواري پوري ڪن. شهرين چيو تہ مقامي انتظاميا کي گهرجي تہ هو عوامي مسئلن جي حل لاءِ فوري قدم کڻي. هنن ڳالهايو تہ شهر جي صفائي واري نظام کي بهتر بڻايو وڃي ۽ گندگي جي ڍيرن کي فوري طور تي ختم ڪيو وڃي. رهواسين وڌيڪ چيو تہ پاڻي جي قلت سبب ماڻهو سخت پريشان آهن. انهن گهر ڪئي تہ متاثر علائقن ۾ پاڻي جي فراهمي يقيني بڻائي وڃي، نہ تہ احتجاج ڪيو ويندو.	[814, 987, 1144, 1041]
table-row	[13, 1318, 517, 1355]
headline: گهوٽڪي اسپتال جي ملازمن جو پبلڪ جي ڪرڻ خلاف احتجاج	[530, 28, 810, 66]
story-hyderabad-misc	[814, 964, 1144, 1042]
headline: رمضان آپريشن ڪٽن جي پچڪري ٿي رهي آهي: عبدالعزيز سومرو	[527, 1046, 806, 1080]
headline: صوابي صالحڪار طارق حسن جي والده ڊائريڪٽري وئي	[814, 536, 1144, 557]
headline: سرحد لڳ ڪينسر ۽ ورتل ٽريننگ جي سهائتا ڪئي وئي	[814, 649, 1144, 670]
th-scheme: اسڪيم جو نالو	[71, 1189, 279, 1216]
term-item: vi) ٽينڊر دستاويزات مقرر ڪيل فيس جي ادائگي کانپوءِ آفيس مان حاصل ڪري سگهجن ٿيون.	[233, 1637, 516, 1647]
th-number: نمبر شمار	[13, 1453, 47, 1483]
signature-designation: ايگزيڪيوٽو انجنيئر	[341, 1865, 451, 1880]
table-row	[13, 1355, 517, 1392]
column-far-right	[10, 28, 292, 441]
